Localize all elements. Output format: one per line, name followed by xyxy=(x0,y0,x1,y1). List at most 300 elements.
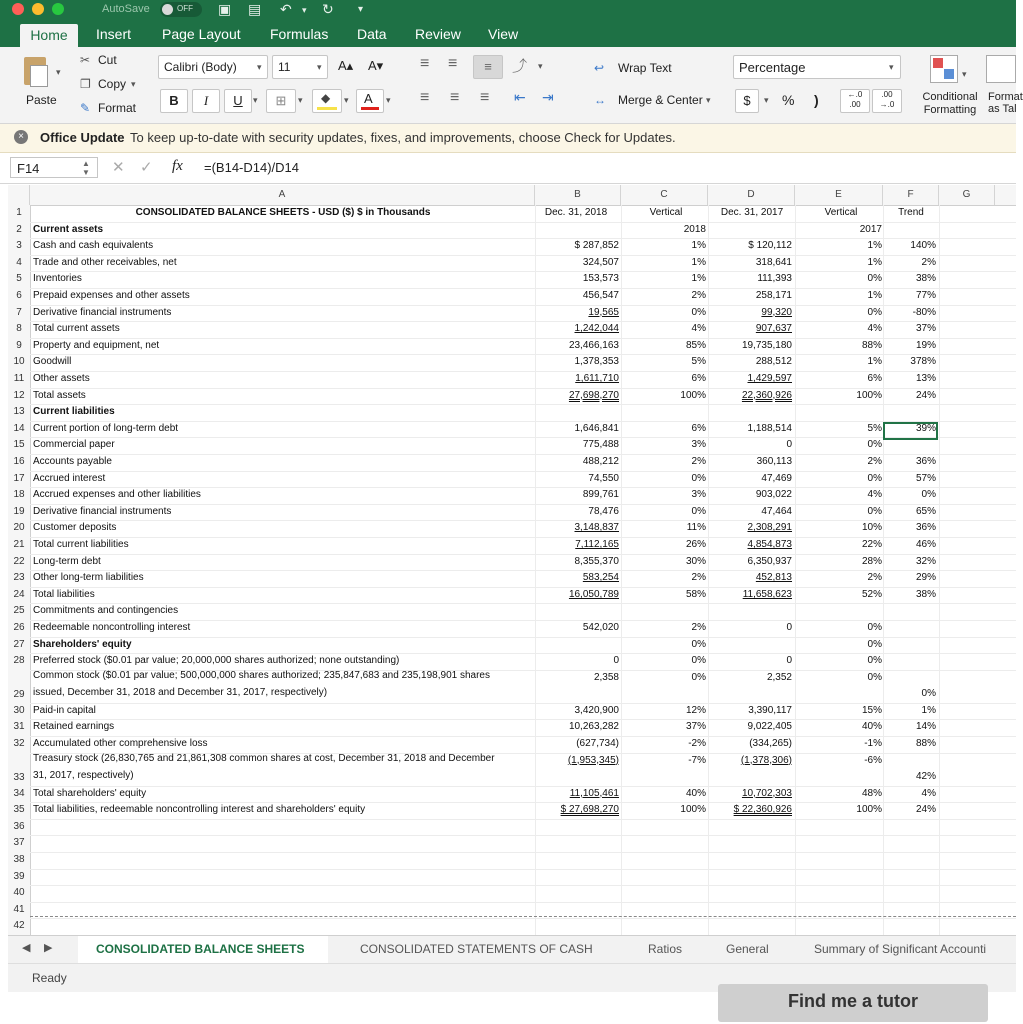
cell-e24[interactable]: 52% xyxy=(861,588,882,600)
cell-c12[interactable]: 100% xyxy=(680,389,706,401)
row-header[interactable]: 5 xyxy=(16,273,22,285)
cell-c9[interactable]: 85% xyxy=(685,339,706,351)
row-header[interactable]: 11 xyxy=(13,373,25,384)
cell-d24[interactable]: 11,658,623 xyxy=(742,588,792,600)
cell-c26[interactable]: 2% xyxy=(691,622,706,633)
borders-dropdown-icon[interactable]: ▾ xyxy=(298,95,303,105)
paste-dropdown-icon[interactable]: ▾ xyxy=(56,67,61,77)
cell-a27[interactable]: Shareholders' equity xyxy=(33,638,132,650)
conditional-formatting-button[interactable]: Conditional Formatting xyxy=(922,91,978,116)
cell-f7[interactable]: -80% xyxy=(912,306,936,318)
row-header[interactable]: 40 xyxy=(13,887,25,899)
align-right-icon[interactable]: ≡ xyxy=(480,89,490,106)
cell-d28[interactable]: 0 xyxy=(786,655,792,667)
cell-e35[interactable]: 100% xyxy=(856,804,882,816)
tab-data[interactable]: Data xyxy=(357,26,387,42)
cell-e6[interactable]: 1% xyxy=(867,290,882,301)
cell-c23[interactable]: 2% xyxy=(691,572,706,584)
cell-c22[interactable]: 30% xyxy=(685,555,706,567)
cell-b28[interactable]: 0 xyxy=(613,655,619,667)
cell-a29-line2[interactable]: issued, December 31, 2018 and December 31, 2017, respectively) xyxy=(33,686,328,698)
worksheet-grid[interactable] xyxy=(8,185,1016,935)
select-all-corner[interactable] xyxy=(8,185,30,205)
cell-f6[interactable]: 77% xyxy=(915,290,936,301)
currency-dropdown-icon[interactable]: ▾ xyxy=(764,95,769,105)
cell-e29[interactable]: 0% xyxy=(867,671,882,683)
cell-a12[interactable]: Total assets xyxy=(33,389,86,401)
cell-d23[interactable]: 452,813 xyxy=(755,572,792,584)
paste-button[interactable] xyxy=(20,53,50,89)
row-header[interactable]: 41 xyxy=(13,903,25,915)
tab-formulas[interactable]: Formulas xyxy=(270,26,329,42)
cell-a21[interactable]: Total current liabilities xyxy=(33,539,129,550)
sheet-tab-summary-of-significant-accounting[interactable]: Summary of Significant Accounti xyxy=(814,942,987,956)
font-size-select[interactable] xyxy=(272,55,328,79)
bold-button[interactable]: B xyxy=(160,89,188,113)
cell-b32[interactable]: (627,734) xyxy=(576,738,619,749)
cell-f19[interactable]: 65% xyxy=(915,505,936,517)
cell-c3[interactable]: 1% xyxy=(691,240,706,252)
cell-b18[interactable]: 899,761 xyxy=(582,489,619,501)
cell-f8[interactable]: 37% xyxy=(915,323,936,335)
cell-e31[interactable]: 40% xyxy=(861,721,882,733)
cell-b8[interactable]: 1,242,044 xyxy=(574,323,619,335)
cancel-entry-icon[interactable]: ✕ xyxy=(112,159,125,176)
cell-e9[interactable]: 88% xyxy=(861,339,882,351)
cell-a2[interactable]: Current assets xyxy=(33,223,104,235)
cell-d7[interactable]: 99,320 xyxy=(761,306,792,318)
cell-d19[interactable]: 47,464 xyxy=(761,505,792,517)
cell-f35[interactable]: 24% xyxy=(915,804,936,816)
cell-a13[interactable]: Current liabilities xyxy=(33,406,115,418)
cell-e23[interactable]: 2% xyxy=(867,572,882,584)
cell-a30[interactable]: Paid-in capital xyxy=(33,704,96,716)
minimize-window-icon[interactable] xyxy=(32,3,44,15)
cell-e8[interactable]: 4% xyxy=(867,323,882,335)
row-header[interactable]: 27 xyxy=(13,638,25,650)
cell-e12[interactable]: 100% xyxy=(856,389,882,401)
cell-f18[interactable]: 0% xyxy=(921,489,936,501)
row-header[interactable]: 32 xyxy=(13,738,25,749)
row-header[interactable]: 8 xyxy=(16,323,22,335)
cell-b16[interactable]: 488,212 xyxy=(582,456,619,467)
cell-b15[interactable]: 775,488 xyxy=(582,439,619,451)
cell-e14[interactable]: 5% xyxy=(867,422,882,434)
cell-e2[interactable]: 2017 xyxy=(859,223,882,235)
cell-a17[interactable]: Accrued interest xyxy=(33,472,106,484)
format-painter-icon[interactable]: ✎ xyxy=(80,101,91,115)
cell-c2[interactable]: 2018 xyxy=(683,223,706,235)
row-header[interactable]: 34 xyxy=(13,787,25,799)
cell-f9[interactable]: 19% xyxy=(915,339,936,351)
cell-c27[interactable]: 0% xyxy=(691,638,706,650)
cell-a31[interactable]: Retained earnings xyxy=(33,721,115,733)
cell-d14[interactable]: 1,188,514 xyxy=(747,422,792,434)
cell-a33[interactable]: Treasury stock (26,830,765 and 21,861,308 common shares at cost, December 31, 2018 and December xyxy=(33,752,495,764)
row-header[interactable]: 10 xyxy=(13,356,25,368)
cell-f14[interactable]: 39% xyxy=(915,422,936,434)
currency-button[interactable]: $ xyxy=(735,89,759,113)
merge-center-icon[interactable]: ↔ xyxy=(594,93,606,107)
cell-f3[interactable]: 140% xyxy=(910,240,936,252)
align-center-icon[interactable]: ≡ xyxy=(450,89,460,106)
cell-e21[interactable]: 22% xyxy=(861,539,882,550)
row-header[interactable]: 7 xyxy=(16,306,22,318)
cell-f31[interactable]: 14% xyxy=(915,721,936,733)
cell-b20[interactable]: 3,148,837 xyxy=(574,522,619,534)
cell-f20[interactable]: 36% xyxy=(915,522,936,534)
cell-f16[interactable]: 36% xyxy=(915,456,936,467)
cell-a35[interactable]: Total liabilities, redeemable noncontrolling interest and shareholders' equity xyxy=(33,804,366,816)
comma-style-button[interactable]: ) xyxy=(814,92,819,108)
copy-icon[interactable]: ❐ xyxy=(80,77,91,91)
cell-b4[interactable]: 324,507 xyxy=(582,256,619,268)
cell-a11[interactable]: Other assets xyxy=(33,373,90,384)
autosave-toggle[interactable] xyxy=(160,2,202,17)
cut-button[interactable]: Cut xyxy=(98,53,117,67)
cell-f4[interactable]: 2% xyxy=(921,256,936,268)
cell-d30[interactable]: 3,390,117 xyxy=(748,704,792,716)
cell-a29[interactable]: Common stock ($0.01 par value; 500,000,000 shares authorized; 235,847,683 and 235,198,901 shares xyxy=(33,669,490,681)
cell-e34[interactable]: 48% xyxy=(861,787,882,799)
copy-button[interactable]: Copy xyxy=(98,77,127,91)
cell-e11[interactable]: 6% xyxy=(867,373,882,384)
merge-center-button[interactable]: Merge & Center xyxy=(618,93,703,107)
fill-color-button[interactable] xyxy=(312,89,342,113)
cell-f11[interactable]: 13% xyxy=(915,373,936,384)
cell-b1[interactable]: Dec. 31, 2018 xyxy=(544,207,608,218)
cell-e4[interactable]: 1% xyxy=(867,256,882,268)
cell-c31[interactable]: 37% xyxy=(685,721,706,733)
cell-e17[interactable]: 0% xyxy=(867,472,882,484)
cell-f23[interactable]: 29% xyxy=(915,572,936,584)
formula-input[interactable]: =(B14-D14)/D14 xyxy=(204,160,300,175)
cell-e16[interactable]: 2% xyxy=(867,456,882,467)
column-header-d[interactable]: D xyxy=(708,185,795,205)
cell-a10[interactable]: Goodwill xyxy=(33,356,72,368)
format-painter-button[interactable]: Format xyxy=(98,101,137,115)
cell-a5[interactable]: Inventories xyxy=(33,273,82,285)
cell-a14[interactable]: Current portion of long-term debt xyxy=(33,422,179,434)
cell-a16[interactable]: Accounts payable xyxy=(33,456,112,467)
increase-indent-icon[interactable]: ⇥ xyxy=(542,89,554,105)
cell-b29[interactable]: 2,358 xyxy=(593,671,619,683)
format-as-table-button[interactable]: Format as Tal xyxy=(988,91,1023,115)
cell-f30[interactable]: 1% xyxy=(921,704,936,716)
row-header[interactable]: 28 xyxy=(13,655,25,667)
cell-a20[interactable]: Customer deposits xyxy=(33,522,117,534)
cell-b34[interactable]: 11,105,461 xyxy=(569,787,619,799)
row-header[interactable]: 42 xyxy=(13,920,25,932)
row-header[interactable]: 31 xyxy=(13,721,25,733)
cell-b33[interactable]: (1,953,345) xyxy=(567,754,619,766)
cell-a1[interactable]: CONSOLIDATED BALANCE SHEETS - USD ($) $ in Thousands xyxy=(135,207,431,218)
cell-f5[interactable]: 38% xyxy=(915,273,936,285)
name-box-stepper-icon[interactable]: ▲ ▼ xyxy=(82,159,90,177)
cell-d5[interactable]: 111,393 xyxy=(757,273,792,285)
cell-d6[interactable]: 258,171 xyxy=(755,290,792,301)
redo-icon[interactable]: ↻ xyxy=(322,1,334,17)
cell-c15[interactable]: 3% xyxy=(691,439,706,451)
cell-b30[interactable]: 3,420,900 xyxy=(574,704,619,716)
cell-e19[interactable]: 0% xyxy=(867,505,882,517)
cell-a18[interactable]: Accrued expenses and other liabilities xyxy=(33,489,201,501)
customize-toolbar-icon[interactable]: ▾ xyxy=(358,4,364,15)
cell-c19[interactable]: 0% xyxy=(691,505,706,517)
cell-d33[interactable]: (1,378,306) xyxy=(740,754,792,766)
cell-c20[interactable]: 11% xyxy=(686,522,706,534)
row-header[interactable]: 17 xyxy=(13,472,25,484)
row-header[interactable]: 25 xyxy=(13,605,25,617)
row-header[interactable]: 6 xyxy=(16,290,22,301)
row-header[interactable]: 19 xyxy=(13,505,25,517)
cell-d9[interactable]: 19,735,180 xyxy=(741,339,792,351)
cell-d4[interactable]: 318,641 xyxy=(755,256,792,268)
cell-b24[interactable]: 16,050,789 xyxy=(568,588,619,600)
number-format-select[interactable] xyxy=(733,55,901,79)
orientation-icon[interactable]: ⤴ xyxy=(512,58,528,75)
cell-d29[interactable]: 2,352 xyxy=(766,671,792,683)
column-header-b[interactable]: B xyxy=(535,185,621,205)
cell-b12[interactable]: 27,698,270 xyxy=(568,389,619,401)
cell-c4[interactable]: 1% xyxy=(691,256,706,268)
row-header[interactable]: 16 xyxy=(13,456,25,467)
confirm-entry-icon[interactable]: ✓ xyxy=(140,159,153,176)
cell-f17[interactable]: 57% xyxy=(915,472,936,484)
decrease-font-size-icon[interactable]: A▾ xyxy=(368,58,384,73)
cell-d35[interactable]: $ 22,360,926 xyxy=(733,804,792,816)
cell-d16[interactable]: 360,113 xyxy=(756,456,792,467)
cell-d31[interactable]: 9,022,405 xyxy=(747,721,792,733)
cell-a33-line2[interactable]: 31, 2017, respectively) xyxy=(33,769,134,781)
row-header[interactable]: 37 xyxy=(13,837,25,849)
cell-c29[interactable]: 0% xyxy=(691,671,706,683)
increase-font-size-icon[interactable]: A▴ xyxy=(338,58,354,73)
cell-f12[interactable]: 24% xyxy=(915,389,936,401)
font-color-dropdown-icon[interactable]: ▾ xyxy=(386,95,391,105)
cell-b6[interactable]: 456,547 xyxy=(582,290,619,301)
cell-d34[interactable]: 10,702,303 xyxy=(741,787,792,799)
orientation-dropdown-icon[interactable]: ▾ xyxy=(538,61,543,71)
cell-c1[interactable]: Vertical xyxy=(649,207,683,218)
row-header[interactable]: 20 xyxy=(13,522,25,534)
cell-a6[interactable]: Prepaid expenses and other assets xyxy=(33,290,190,301)
tab-page-layout[interactable]: Page Layout xyxy=(162,26,241,42)
cell-e28[interactable]: 0% xyxy=(867,655,882,667)
close-message-icon[interactable]: × xyxy=(14,130,28,144)
cell-b19[interactable]: 78,476 xyxy=(588,505,619,517)
cell-e27[interactable]: 0% xyxy=(867,638,882,650)
row-header[interactable]: 18 xyxy=(13,489,25,501)
tab-home[interactable]: Home xyxy=(20,24,78,47)
cell-e3[interactable]: 1% xyxy=(867,240,882,252)
cell-d32[interactable]: (334,265) xyxy=(749,738,792,749)
save-icon[interactable]: ▤ xyxy=(248,1,262,17)
merge-dropdown-icon[interactable]: ▾ xyxy=(706,95,711,105)
cell-b14[interactable]: 1,646,841 xyxy=(574,422,619,434)
close-window-icon[interactable] xyxy=(12,3,24,15)
cell-e20[interactable]: 10% xyxy=(861,522,882,534)
column-header-e[interactable]: E xyxy=(795,185,883,205)
column-header-f[interactable]: F xyxy=(883,185,939,205)
cell-d8[interactable]: 907,637 xyxy=(755,323,792,335)
conditional-formatting-icon[interactable] xyxy=(930,55,958,83)
cell-d11[interactable]: 1,429,597 xyxy=(747,373,792,384)
cell-d26[interactable]: 0 xyxy=(786,622,792,633)
cell-a22[interactable]: Long-term debt xyxy=(33,555,101,567)
cell-c14[interactable]: 6% xyxy=(691,422,706,434)
cf-dropdown-icon[interactable]: ▾ xyxy=(962,69,967,79)
column-header-a[interactable]: A xyxy=(30,185,535,205)
cell-a23[interactable]: Other long-term liabilities xyxy=(33,572,144,584)
cell-c24[interactable]: 58% xyxy=(685,588,706,600)
row-header[interactable]: 30 xyxy=(13,704,25,716)
cell-e33[interactable]: -6% xyxy=(864,754,882,766)
cell-d22[interactable]: 6,350,937 xyxy=(747,555,792,567)
column-header-g[interactable]: G xyxy=(939,185,995,205)
wrap-text-button[interactable]: Wrap Text xyxy=(618,61,672,75)
cell-c33[interactable]: -7% xyxy=(688,754,706,766)
zoom-window-icon[interactable] xyxy=(52,3,64,15)
cell-b35[interactable]: $ 27,698,270 xyxy=(560,804,619,816)
cell-b9[interactable]: 23,466,163 xyxy=(568,339,619,351)
cell-d3[interactable]: $ 120,112 xyxy=(748,240,792,252)
decrease-indent-icon[interactable]: ⇤ xyxy=(514,89,526,105)
cell-e15[interactable]: 0% xyxy=(867,439,882,451)
row-header[interactable]: 4 xyxy=(16,256,22,268)
cell-f10[interactable]: 378% xyxy=(910,356,936,368)
percent-button[interactable]: % xyxy=(782,92,795,108)
cell-d18[interactable]: 903,022 xyxy=(755,489,792,501)
row-header[interactable]: 23 xyxy=(13,572,25,584)
cell-b10[interactable]: 1,378,353 xyxy=(574,356,619,368)
decrease-decimal-icon[interactable]: .00 →.0 xyxy=(872,89,902,113)
font-color-button[interactable] xyxy=(356,89,384,113)
cell-a8[interactable]: Total current assets xyxy=(33,323,120,335)
cell-f33[interactable]: 42% xyxy=(915,770,936,782)
cell-b7[interactable]: 19,565 xyxy=(588,306,619,318)
align-middle-icon[interactable]: ≡ xyxy=(448,55,458,72)
font-name-select[interactable] xyxy=(158,55,268,79)
cell-d12[interactable]: 22,360,926 xyxy=(741,389,792,401)
scroll-tabs-left-icon[interactable]: ◀ xyxy=(22,942,31,954)
row-header[interactable]: 39 xyxy=(13,870,25,882)
cell-f29[interactable]: 0% xyxy=(921,687,936,699)
cell-a24[interactable]: Total liabilities xyxy=(33,588,95,600)
sheet-tab-general[interactable]: General xyxy=(726,942,769,956)
underline-dropdown-icon[interactable]: ▾ xyxy=(253,95,258,105)
underline-button[interactable]: U xyxy=(224,89,252,113)
cell-e26[interactable]: 0% xyxy=(867,622,882,633)
tab-review[interactable]: Review xyxy=(415,26,461,42)
tab-view[interactable]: View xyxy=(488,26,519,42)
cell-d17[interactable]: 47,469 xyxy=(761,472,792,484)
cell-a32[interactable]: Accumulated other comprehensive loss xyxy=(33,738,208,749)
cell-f22[interactable]: 32% xyxy=(915,555,936,567)
column-header-c[interactable]: C xyxy=(621,185,708,205)
cell-e7[interactable]: 0% xyxy=(867,306,882,318)
align-bottom-icon[interactable]: ≡ xyxy=(473,55,503,79)
home-icon[interactable]: ▣ xyxy=(218,1,232,17)
cell-c8[interactable]: 4% xyxy=(691,323,706,335)
find-tutor-button[interactable]: Find me a tutor xyxy=(718,984,988,1022)
cell-c34[interactable]: 40% xyxy=(685,787,706,799)
italic-button[interactable]: I xyxy=(192,89,220,113)
cell-a3[interactable]: Cash and cash equivalents xyxy=(33,240,154,252)
sheet-tab-ratios[interactable]: Ratios xyxy=(648,942,683,956)
cell-d1[interactable]: Dec. 31, 2017 xyxy=(720,207,784,218)
cell-b26[interactable]: 542,020 xyxy=(582,622,619,633)
cell-b31[interactable]: 10,263,282 xyxy=(568,721,619,733)
cell-e18[interactable]: 4% xyxy=(867,489,882,501)
scissors-icon[interactable]: ✂ xyxy=(80,53,91,67)
row-header[interactable]: 24 xyxy=(13,588,25,600)
cell-a15[interactable]: Commercial paper xyxy=(33,439,115,451)
insert-function-icon[interactable]: fx xyxy=(172,158,183,174)
wrap-text-icon[interactable]: ↩ xyxy=(594,61,605,75)
cell-b21[interactable]: 7,112,165 xyxy=(575,539,619,550)
cell-e1[interactable]: Vertical xyxy=(824,207,858,218)
cell-c17[interactable]: 0% xyxy=(691,472,706,484)
row-header[interactable]: 9 xyxy=(16,339,22,351)
undo-icon[interactable]: ↶ xyxy=(280,1,292,17)
cell-e32[interactable]: -1% xyxy=(864,738,882,749)
row-header[interactable]: 2 xyxy=(16,223,22,235)
cell-c28[interactable]: 0% xyxy=(691,655,706,667)
row-header[interactable]: 38 xyxy=(13,854,25,865)
scroll-tabs-right-icon[interactable]: ▶ xyxy=(44,942,53,954)
align-top-icon[interactable]: ≡ xyxy=(420,55,430,72)
sheet-tab-consolidated-balance-sheets[interactable] xyxy=(78,936,328,964)
sheet-tab-consolidated-statements-of-cash[interactable]: CONSOLIDATED STATEMENTS OF CASH xyxy=(360,942,593,956)
format-as-table-icon[interactable] xyxy=(986,55,1016,83)
row-header[interactable]: 13 xyxy=(13,406,25,418)
cell-c21[interactable]: 26% xyxy=(685,539,706,550)
cell-d15[interactable]: 0 xyxy=(786,439,792,451)
cell-b11[interactable]: 1,611,710 xyxy=(575,373,619,384)
row-header[interactable]: 26 xyxy=(13,622,25,633)
cell-f32[interactable]: 88% xyxy=(915,738,936,749)
name-box[interactable]: F14 xyxy=(10,157,98,178)
row-header[interactable]: 35 xyxy=(13,804,25,816)
cell-a28[interactable]: Preferred stock ($0.01 par value; 20,000,000 shares authorized; none outstanding) xyxy=(33,655,400,667)
row-header[interactable]: 22 xyxy=(13,555,25,567)
active-cell-selection[interactable] xyxy=(883,422,938,440)
row-header[interactable]: 12 xyxy=(13,389,25,401)
cell-d10[interactable]: 288,512 xyxy=(755,356,792,368)
cell-a4[interactable]: Trade and other receivables, net xyxy=(33,256,177,268)
row-header[interactable]: 21 xyxy=(13,539,25,550)
tab-insert[interactable]: Insert xyxy=(96,26,132,42)
cell-f34[interactable]: 4% xyxy=(921,787,936,799)
row-header[interactable]: 36 xyxy=(13,820,25,832)
cell-b17[interactable]: 74,550 xyxy=(588,472,619,484)
cell-c11[interactable]: 6% xyxy=(691,373,706,384)
cell-f21[interactable]: 46% xyxy=(915,539,936,550)
cell-c30[interactable]: 12% xyxy=(685,704,706,716)
increase-decimal-icon[interactable]: ←.0 .00 xyxy=(840,89,870,113)
row-header[interactable]: 3 xyxy=(16,240,22,252)
fill-dropdown-icon[interactable]: ▾ xyxy=(344,95,349,105)
cell-c5[interactable]: 1% xyxy=(691,273,706,285)
cell-c18[interactable]: 3% xyxy=(691,489,706,501)
row-header[interactable]: 14 xyxy=(13,422,25,434)
cell-a7[interactable]: Derivative financial instruments xyxy=(33,306,172,318)
cell-d20[interactable]: 2,308,291 xyxy=(747,522,792,534)
cell-a9[interactable]: Property and equipment, net xyxy=(33,339,160,351)
row-header[interactable]: 15 xyxy=(13,439,25,451)
cell-e30[interactable]: 15% xyxy=(861,704,882,716)
